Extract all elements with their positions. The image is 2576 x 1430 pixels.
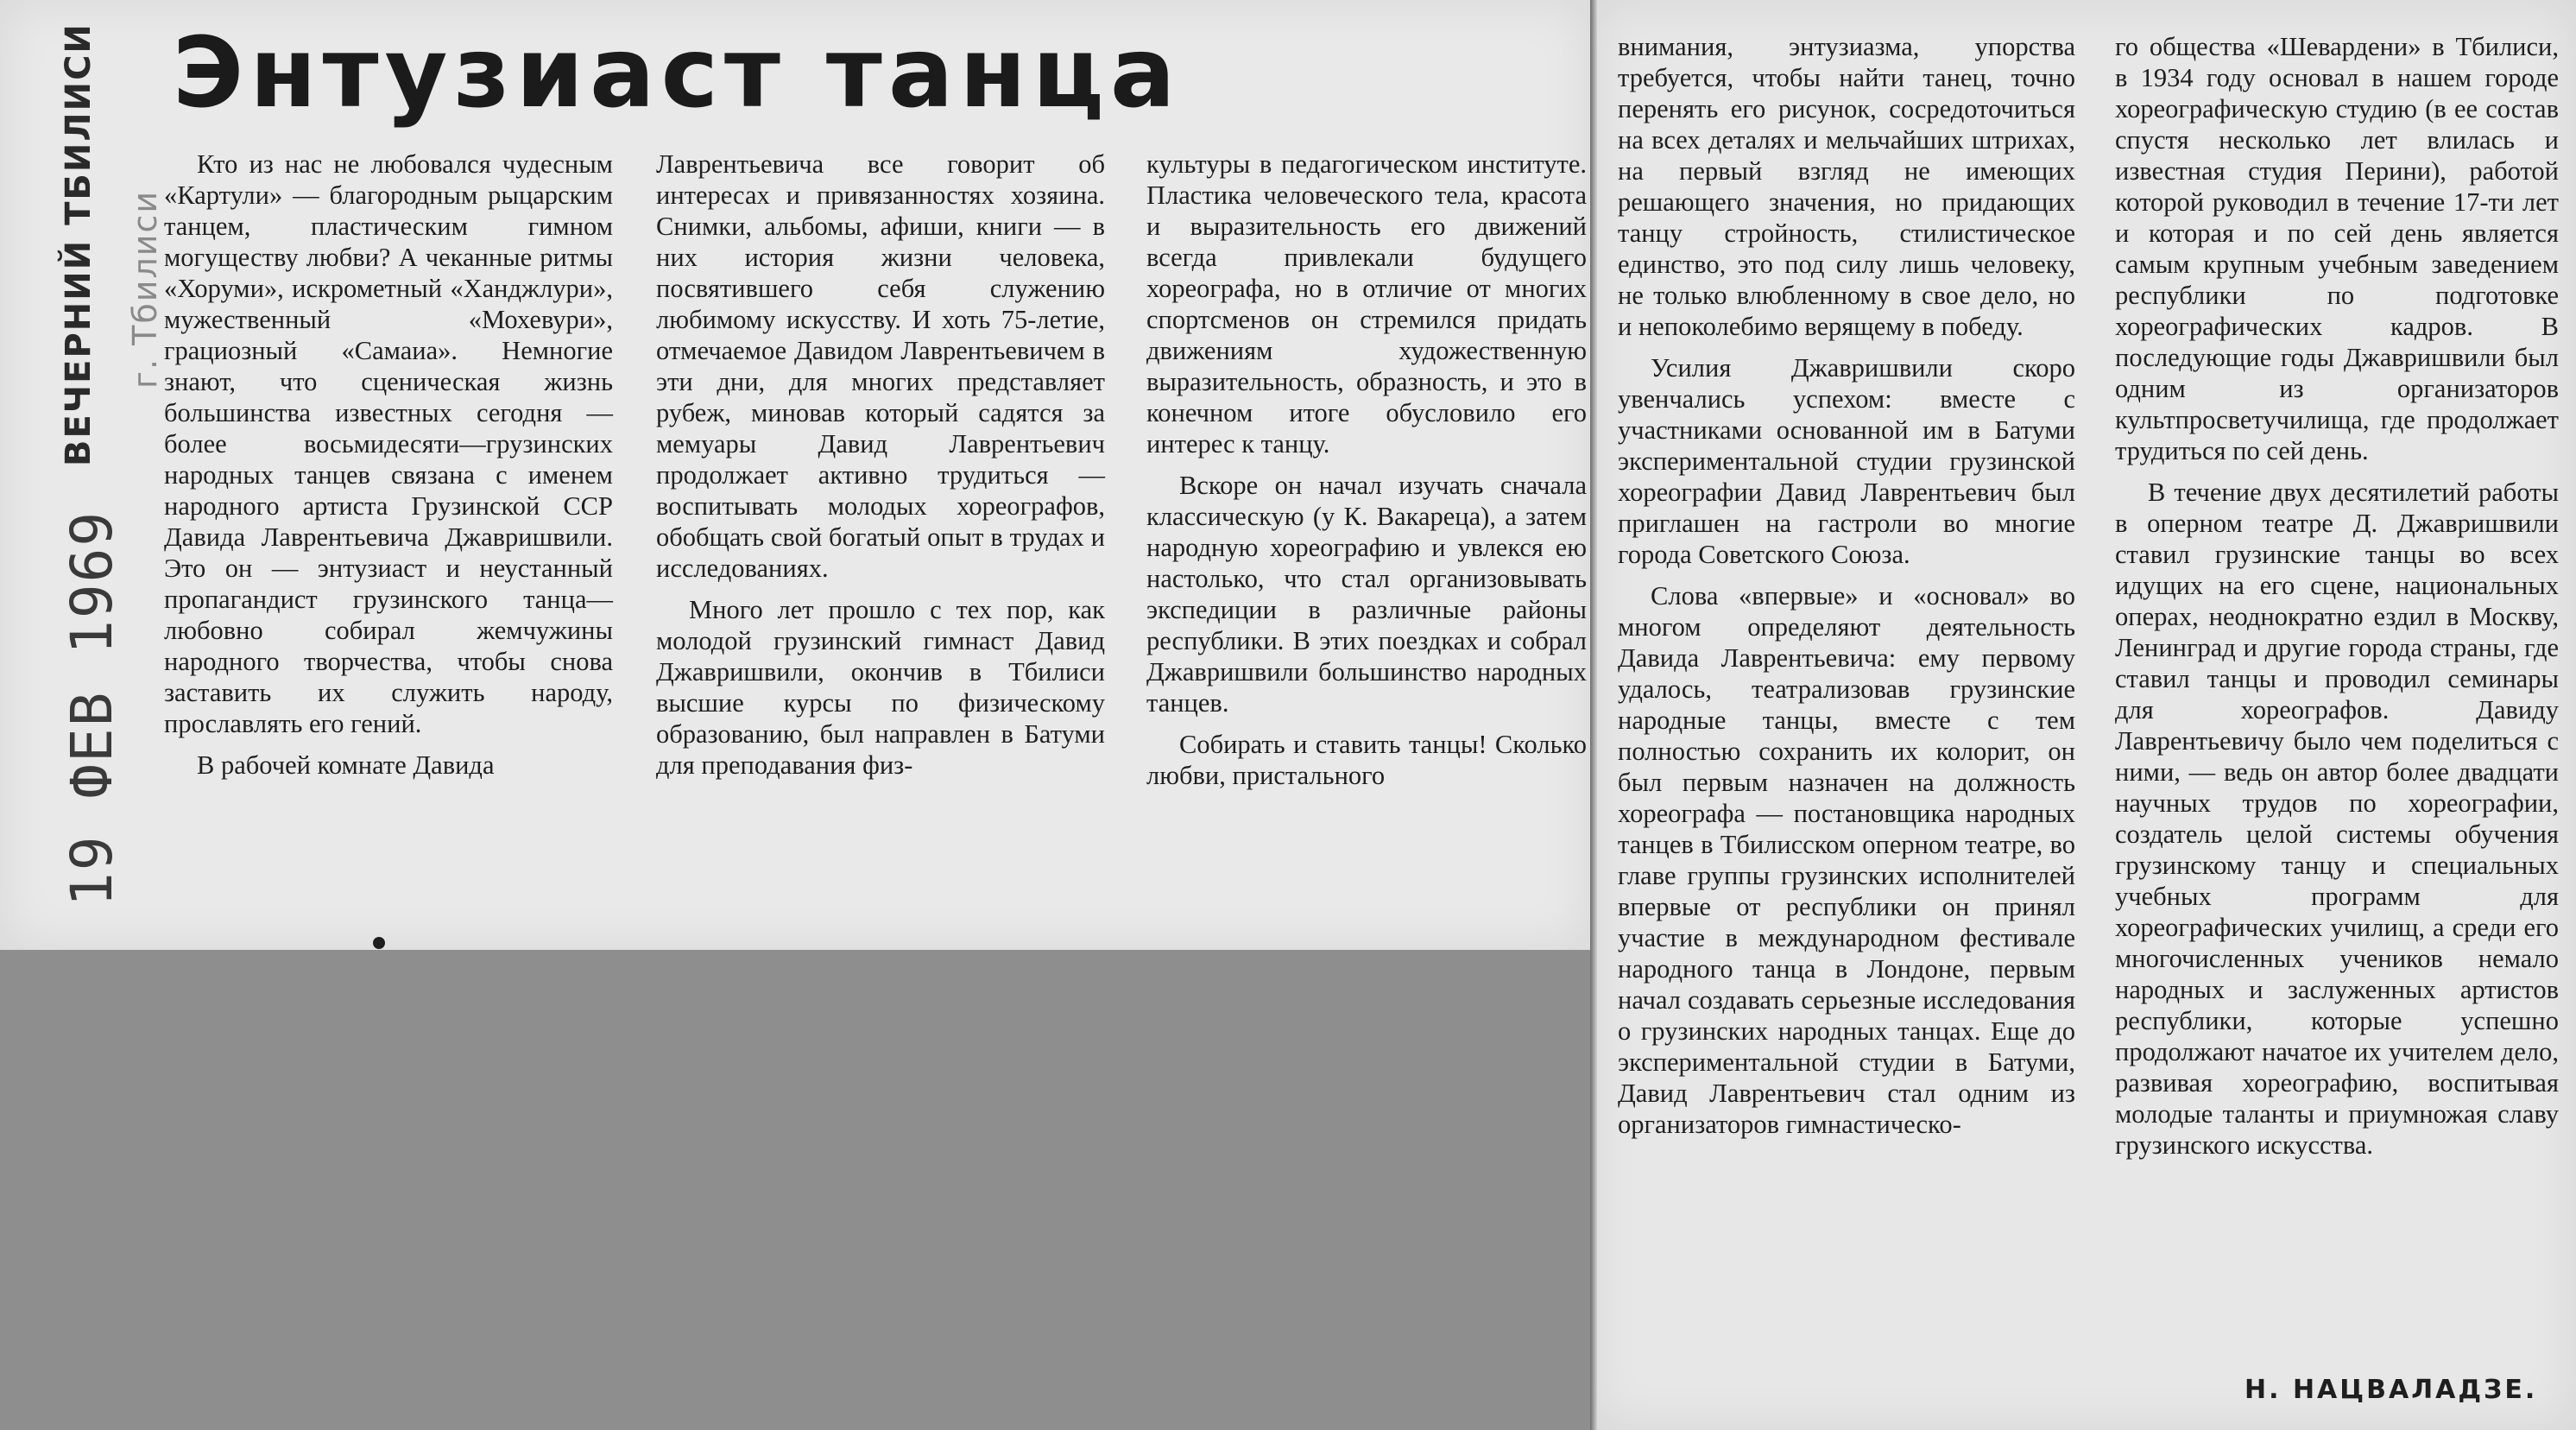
paragraph: В рабочей комнате Давида [197, 750, 495, 780]
ink-dot [373, 937, 385, 949]
paragraph: Кто из нас не любовался чудесным «Картули» — благородным рыцарским танцем, пластическим гимном могуществу любви? А чеканные ритмы «Хоруми», искрометный «Ханджлури», мужественный «Мохевури», грациозный «Самаиа». Немногие знают, что сценическая жизнь большинства известных сегодня — более восьмидесяти—грузинских народных танцев связана с именем народного артиста Грузинской ССР Давида Лаврентьевича Джавришвили. Это он — энтузиаст и неустанный пропагандист грузинского танца—любовно собирал жемчужины народного творчества, чтобы снова заставить их служить народу, прославлять его гений. [164, 149, 613, 738]
paragraph: культуры в педагогическом институте. Пластика человеческого тела, красота и выразительность его движений всегда привлекали будущего хореографа, но в отличие от многих спортсменов он стремился придать движениям художественную выразительность, образность, и это в конечном итоге обусловило его интерес к танцу. [1146, 149, 1587, 459]
article-headline: Энтузиаст танца [173, 17, 1182, 130]
newspaper-name: ВЕЧЕРНИЙ ТБИЛИСИ [59, 22, 98, 466]
paragraph: Лаврентьевича все говорит об интересах и привязанностях хозяина. Снимки, альбомы, афиши, книги — в них история жизни человека, посвятившего себя служению любимому искусству. И хоть 75-летие, отмечаемое Давидом Лаврентьевичем в эти дни, для многих представляет рубеж, миновав который садятся за мемуары Давид Лаврентьевич продолжает активно трудиться — воспитывать молодых хореографов, обобщать свой богатый опыт в трудах и исследованиях. [656, 149, 1105, 583]
paragraph: В течение двух десятилетий работы в оперном театре Д. Джавришвили ставил грузинские танцы во всех идущих на его сцене, национальных операх, неоднократно ездил в Москву, Ленинград и другие города страны, где ставил танцы и проводил семинары для хореографов. Давиду Лаврентьевичу было чем поделиться с ними, — ведь он автор более двадцати научных трудов по хореографии, создатель целой системы обучения грузинскому танцу и специальных учебных программ для хореографических училищ, а среди его многочисленных учеников немало народных и заслуженных артистов республики, которые успешно продолжают начатое их учителем дело, развивая хореографию, воспитывая молодые таланты и приумножая славу грузинского искусства. [2115, 478, 2559, 1160]
paragraph: Усилия Джавришвили скоро увенчались успехом: вместе с участниками основанной им в Батуми экспериментальной студии грузинской хореографии Давид Лаврентьевич был приглашен на гастроли во многие города Советского Союза. [1618, 353, 2075, 569]
paragraph: Много лет прошло с тех пор, как молодой грузинский гимнаст Давид Джавришвили, окончив в Тбилиси высшие курсы по физическому образованию, был направлен в Батуми для преподавания физ- [656, 595, 1105, 780]
paragraph: Собирать и ставить танцы! Сколько любви, пристального [1146, 730, 1587, 790]
article-column-2 [656, 149, 1105, 791]
paragraph: Вскоре он начал изучать сначала классическую (у К. Вакареца), а затем народную хореографию и увлекся ею настолько, что стал организовывать экспедиции в различные районы республики. В этих поездках и собрал Джавришвили большинство народных танцев. [1146, 471, 1587, 718]
paragraph: Слова «впервые» и «основал» во многом определяют деятельность Давида Лаврентьевича: ему первому удалось, театрализовав грузинские народные танцы, вместе с тем полностью сохранить их колорит, он был первым назначен на должность хореографа — постановщика народных танцев в Тбилисском оперном театре, во главе группы грузинских исполнителей впервые от республики он принял участие в международном фестивале народного танца в Лондоне, первым начал создавать серьезные исследования о грузинских народных танцах. Еще до экспериментальной студии в Батуми, Давид Лаврентьевич стал одним из организаторов гимнастическо- [1618, 581, 2075, 1139]
clipping-fold [1590, 0, 1597, 1430]
article-column-5 [2115, 31, 2559, 1171]
author-signature: Н. НАЦВАЛАДЗЕ. [2245, 1375, 2538, 1405]
article-column-1 [164, 149, 613, 791]
article-column-3 [1146, 149, 1587, 801]
paragraph: го общества «Шевардени» в Тбилиси, в 1934 году основал в нашем городе хореографическую студию (в ее состав спустя несколько лет влилась и известная студия Перини), работой которой руководил в течение 17-ти лет и которая и по сей день является самым крупным учебным заведением республики по подготовке хореографических кадров. В последующие годы Джавришвили был одним из организаторов культпросветучилища, где продолжает трудиться по сей день. [2115, 32, 2559, 465]
article-column-4 [1618, 31, 2075, 1150]
paragraph: внимания, энтузиазма, упорства требуется, чтобы найти танец, точно перенять его рисунок, сосредоточиться на всех деталях и мельчайших штрихах, на первый взгляд не имеющих решающего значения, но придающих танцу стройность, стилистическое единство, это под силу лишь человеку, не только влюбленному в свое дело, но и непоколебимо верящему в победу. [1618, 32, 2075, 341]
date-stamp: 19 ФЕВ 1969 [59, 509, 125, 907]
newspaper-city: г. Тбилиси [126, 189, 164, 389]
